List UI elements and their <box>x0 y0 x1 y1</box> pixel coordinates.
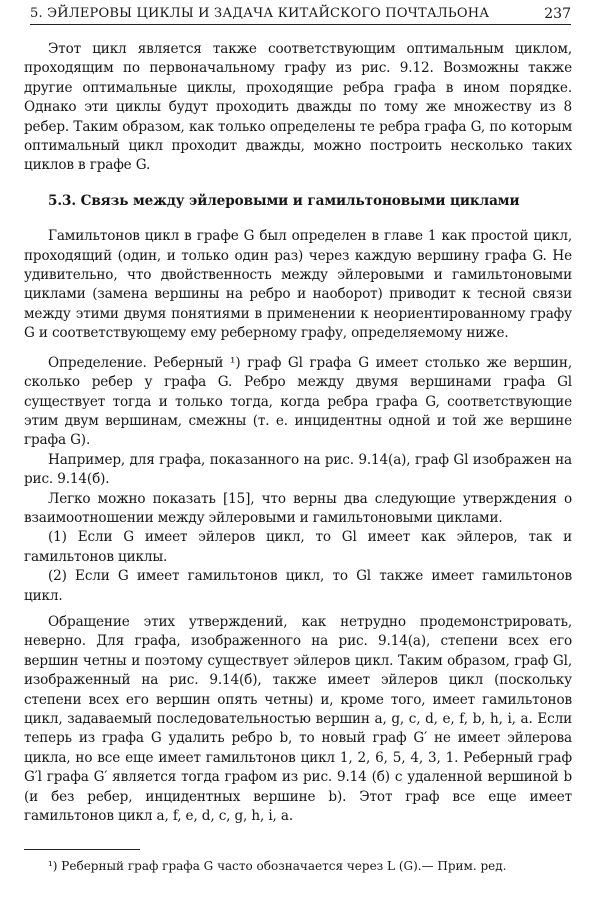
paragraph-statements-intro: Легко можно показать [15], что верны два следующие утверждения о взаимоотношении между эйлеровыми и гамильтоновыми циклами. <box>24 490 572 526</box>
page-body <box>24 40 572 826</box>
footnote-rule <box>24 849 140 850</box>
statement-1: (1) Если G имеет эйлеров цикл, то Gl имеет как эйлеров, так и гамильтонов циклы. <box>24 529 572 565</box>
running-header <box>30 4 571 25</box>
paragraph-example: Например, для графа, показанного на рис. 9.14(а), граф Gl изображен на рис. 9.14(б). <box>24 451 572 488</box>
footnote: ¹) Реберный граф графа G часто обозначается через L (G).— Прим. ред. <box>48 859 507 873</box>
statement-2: (2) Если G имеет гамильтонов цикл, то Gl также имеет гамильтонов цикл. <box>24 568 572 604</box>
paragraph-1: Этот цикл является также соответствующим оптимальным циклом, проходящим по первоначальному графу из рис. 9.12. Возможны также другие оптимальные циклы, проходящие ребра графа в ином порядке. Однако эти циклы будут проходить дважды по тому же множеству из 8 ребер. Таким образом, как только определены те ребра графа G, по которым оптимальный цикл проходит дважды, можно построить несколько таких циклов в графе G. <box>24 41 572 174</box>
definition-paragraph: Определение. Реберный ¹) граф Gl графа G имеет столько же вершин, сколько ребер у графа G. Ребро между двумя вершинами графа Gl существует тогда и только тогда, когда ребра графа G, соответствующие этим двум вершинам, смежны (т. е. инцидентны одной и той же вершине графа G). <box>24 354 572 449</box>
paragraph-2: Гамильтонов цикл в графе G был определен в главе 1 как простой цикл, проходящий (один, и только один раз) через каждую вершину графа G. Не удивительно, что двойственность между эйлеровыми и гамильтоновыми циклами (замена вершины на ребро и наоборот) приводит к тесной связи между этими двумя понятиями в применении к неориентированному графу G и соответствующему ему реберному графу, определяемому ниже. <box>24 228 572 342</box>
running-title: 5. ЭЙЛЕРОВЫ ЦИКЛЫ И ЗАДАЧА КИТАЙСКОГО ПОЧТАЛЬОНА <box>30 6 490 21</box>
section-title: 5.3. Связь между эйлеровыми и гамильтоновыми циклами <box>48 192 520 209</box>
page-number: 237 <box>544 6 571 22</box>
paragraph-converse: Обращение этих утверждений, как нетрудно продемонстрировать, неверно. Для графа, изображенного на рис. 9.14(а), степени всех его вершин четны и поэтому существует эйлеров цикл. Таким образом, граф Gl, изображенный на рис. 9.14(б), также имеет эйлеров цикл (поскольку степени всех его вершин опять четны) и, кроме того, имеет гамильтонов цикл, задаваемый последовательностью вершин a, g, c, d, e, f, b, h, i, a. Если теперь из графа G удалить ребро b, то новый граф G′ не имеет эйлерова цикла, но все еще имеет гамильтонов цикл 1, 2, 6, 5, 4, 3, 1. Реберный граф G′l графа G′ является тогда графом из рис. 9.14 (б) с удаленной вершиной b (и без ребер, инцидентных вершине b). Этот граф все еще имеет гамильтонов цикл a, f, e, d, c, g, h, i, a. <box>24 613 572 825</box>
